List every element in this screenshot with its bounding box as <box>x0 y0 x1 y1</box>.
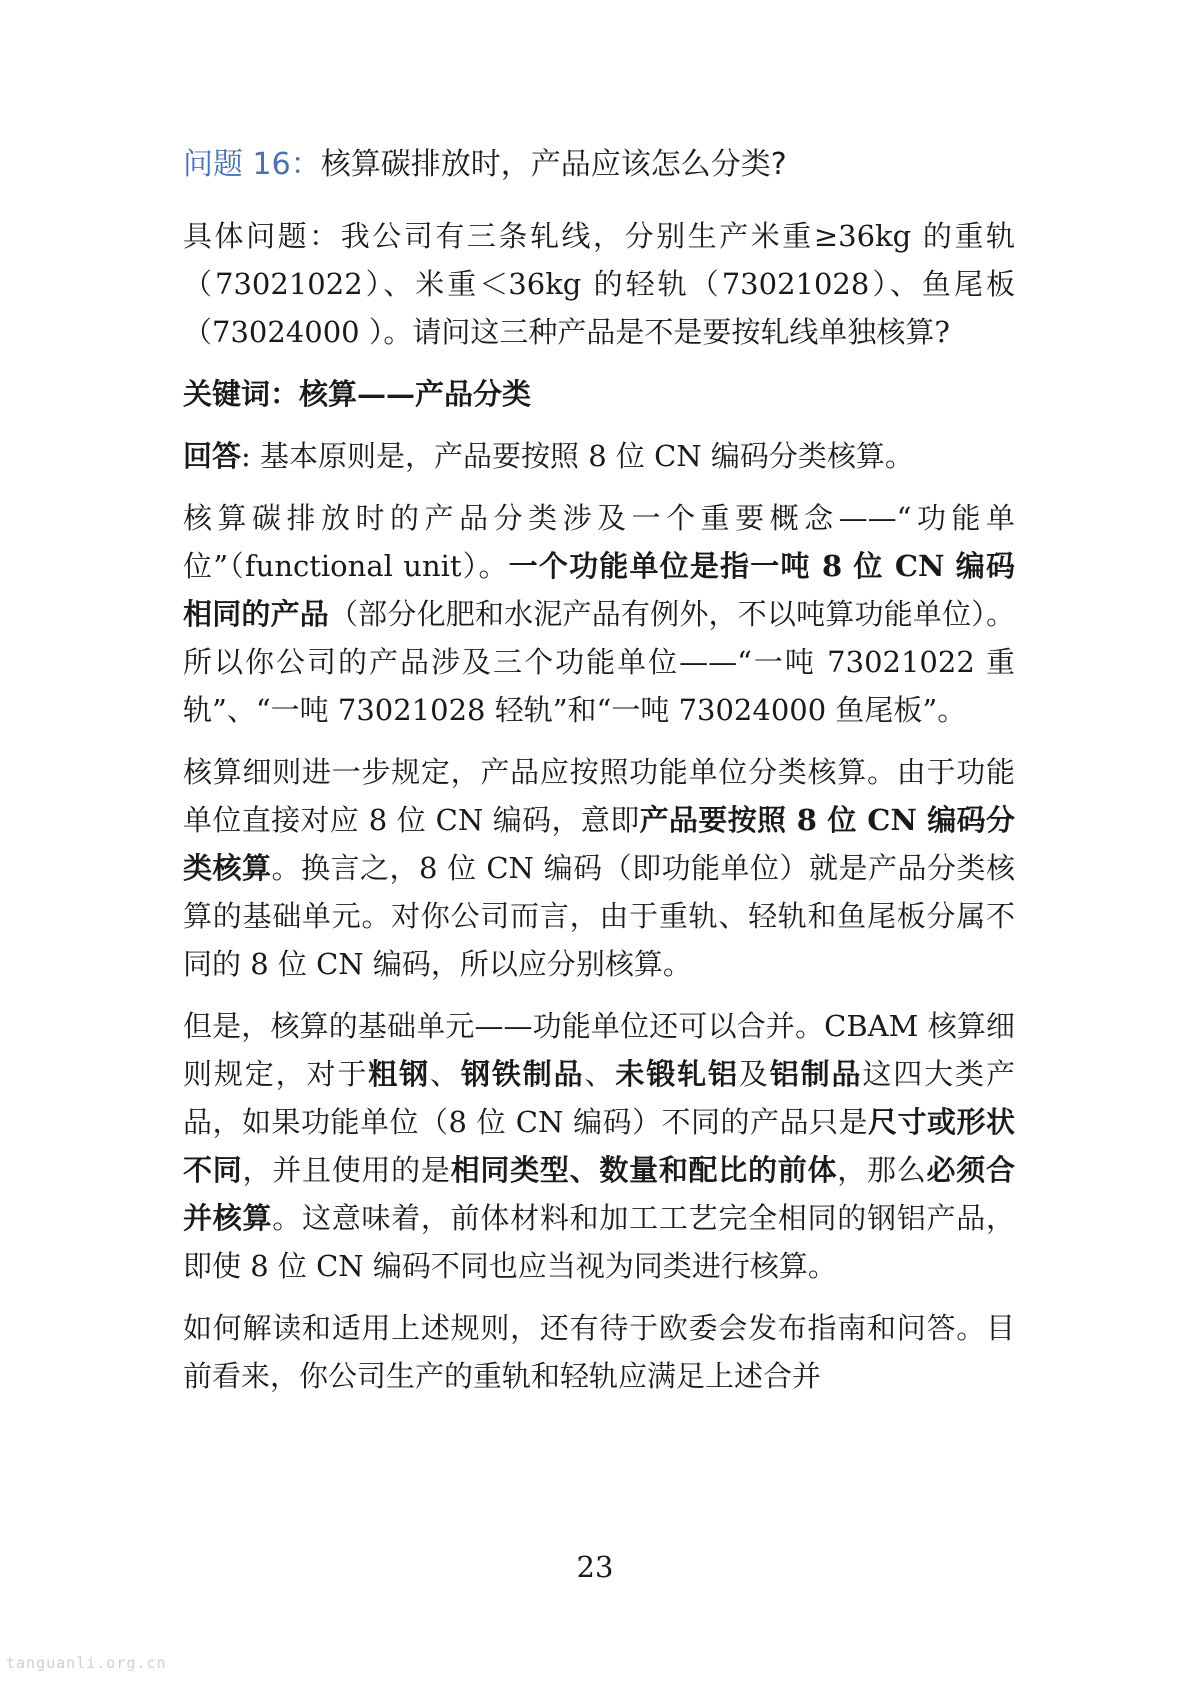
para3-text-5: 这四大类产品，如果功能单位（8 位 CN 编码）不同的产品只是 <box>183 1057 1015 1139</box>
question-heading <box>183 140 1015 190</box>
para1-text-2: （部分化肥和水泥产品有例外，不以吨算功能单位）。所以你公司的产品涉及三个功能单位——“一吨 73021022 重轨”、“一吨 73021028 轻轨”和“一吨 73024000 鱼尾板”。 <box>183 597 1015 727</box>
para1-bold-1: 一个功能单位是指一吨 8 位 CN 编码相同的产品 <box>183 549 1015 631</box>
para2-text-2: 。换言之，8 位 CN 编码（即功能单位）就是产品分类核算的基础单元。对你公司而言，由于重轨、轻轨和鱼尾板分属不同的 8 位 CN 编码，所以应分别核算。 <box>183 851 1015 981</box>
para2-text-1: 核算细则进一步规定，产品应按照功能单位分类核算。由于功能单位直接对应 8 位 CN 编码，意即 <box>183 755 1015 837</box>
para1-text-1: 核算碳排放时的产品分类涉及一个重要概念——“功能单位”（functional unit）。 <box>183 501 1015 583</box>
answer-paragraph <box>183 432 1015 480</box>
para3-bold-6: 相同类型、数量和配比的前体 <box>450 1153 838 1187</box>
para2-bold-1: 产品要按照 8 位 CN 编码分类核算 <box>183 803 1015 885</box>
specific-question: 具体问题：我公司有三条轧线，分别生产米重≥36kg 的重轨（73021022）、米重＜36kg 的轻轨（73021028）、鱼尾板（73024000 ）。请问这三种产品是不是要按轧线单独核算? <box>183 219 1015 349</box>
page-number: 23 <box>576 1550 614 1584</box>
question-title: 核算碳排放时，产品应该怎么分类? <box>320 147 787 182</box>
para3-bold-2: 钢铁制品 <box>460 1057 585 1091</box>
keywords: 关键词：核算——产品分类 <box>183 377 532 411</box>
watermark: tanguanli.org.cn <box>6 1654 167 1672</box>
answer-text: : 基本原则是，产品要按照 8 位 CN 编码分类核算。 <box>241 439 914 473</box>
paragraph-classification-rule <box>183 748 1015 988</box>
para3-bold-4: 铝制品 <box>769 1057 863 1091</box>
para3-text-1: 但是，核算的基础单元——功能单位还可以合并。CBAM 核算细则规定，对于 <box>183 1009 1015 1091</box>
answer-label: 回答 <box>183 439 242 473</box>
page-content <box>183 140 1015 1414</box>
paragraph-interpretation: 如何解读和适用上述规则，还有待于欧委会发布指南和问答。目前看来，你公司生产的重轨和轻轨应满足上述合并 <box>183 1311 1015 1393</box>
para3-text-2: 、 <box>430 1057 461 1091</box>
para3-text-6: ，并且使用的是 <box>242 1153 451 1187</box>
para3-bold-7: 必须合并核算 <box>183 1153 1015 1235</box>
para3-bold-5: 尺寸或形状不同 <box>183 1105 1015 1187</box>
para3-text-7: ，那么 <box>837 1153 927 1187</box>
paragraph-merging-rule <box>183 1002 1015 1290</box>
paragraph-functional-unit <box>183 494 1015 734</box>
para3-text-3: 、 <box>584 1057 616 1091</box>
para3-text-8: 。这意味着，前体材料和加工工艺完全相同的钢铝产品，即使 8 位 CN 编码不同也应当视为同类进行核算。 <box>183 1201 1015 1283</box>
para3-bold-3: 未锻轧铝 <box>615 1057 739 1091</box>
para3-text-4: 及 <box>738 1057 770 1091</box>
question-number: 问题 16： <box>183 147 321 182</box>
para3-bold-1: 粗钢 <box>368 1057 431 1091</box>
